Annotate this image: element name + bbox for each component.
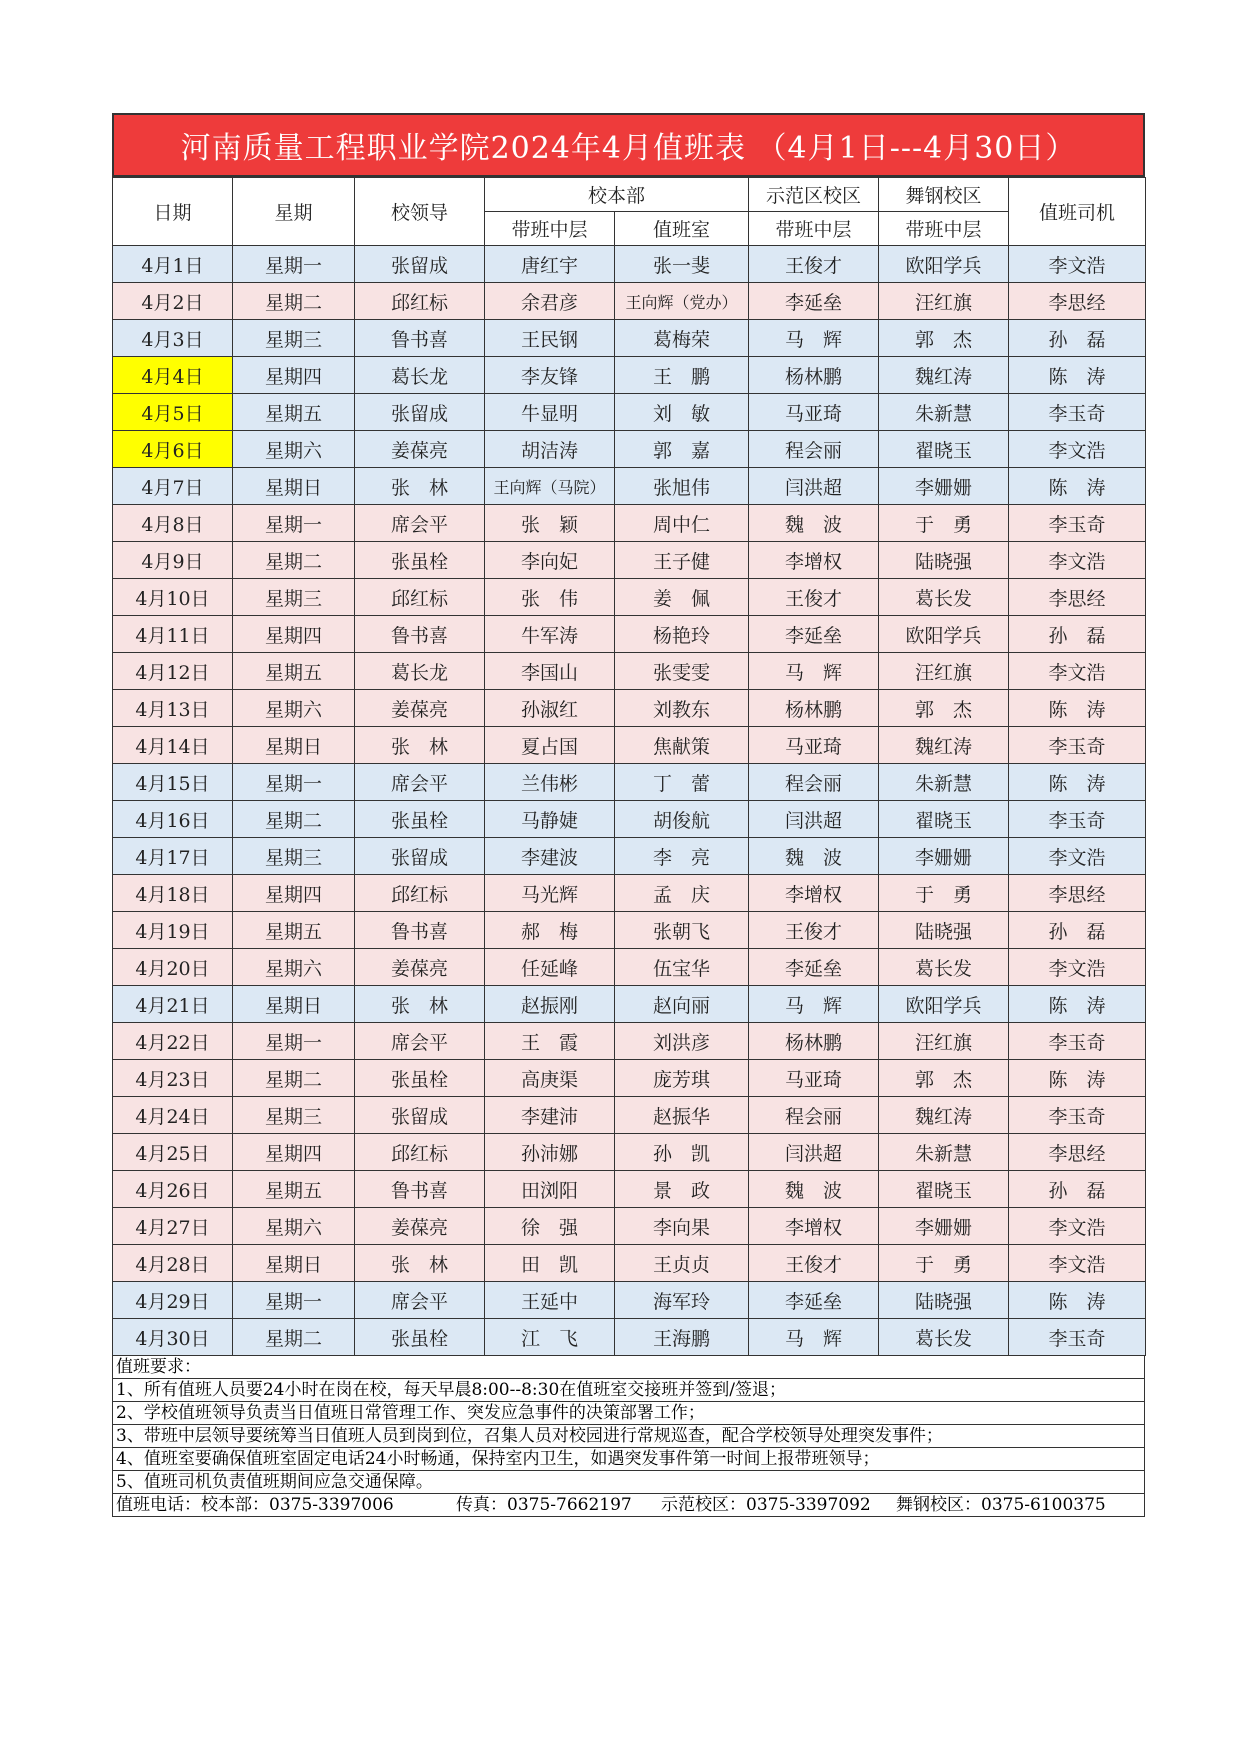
main-mid-cell: 张 颖 [485, 505, 615, 542]
wugang-mid-cell: 葛长发 [879, 949, 1009, 986]
wugang-mid-cell: 翟晓玉 [879, 431, 1009, 468]
wugang-mid-cell: 葛长发 [879, 579, 1009, 616]
table-row [113, 1134, 1146, 1171]
wugang-mid-cell: 魏红涛 [879, 357, 1009, 394]
weekday-cell: 星期一 [233, 1023, 355, 1060]
wugang-mid-cell: 郭 杰 [879, 690, 1009, 727]
weekday-cell: 星期日 [233, 1245, 355, 1282]
wugang-mid-cell: 汪红旗 [879, 1023, 1009, 1060]
table-row [113, 838, 1146, 875]
wugang-mid-cell: 李姗姗 [879, 1208, 1009, 1245]
table-row [113, 1208, 1146, 1245]
table-row [113, 875, 1146, 912]
table-row [113, 986, 1146, 1023]
demo-mid-cell: 马 辉 [749, 653, 879, 690]
table-row [113, 246, 1146, 283]
main-mid-cell: 牛显明 [485, 394, 615, 431]
wugang-mid-cell: 李姗姗 [879, 838, 1009, 875]
leader-cell: 席会平 [355, 505, 485, 542]
driver-cell: 李文浩 [1009, 1245, 1146, 1282]
date-cell: 4月29日 [113, 1282, 233, 1319]
date-cell: 4月10日 [113, 579, 233, 616]
table-row [113, 1023, 1146, 1060]
main-office-cell: 赵振华 [615, 1097, 749, 1134]
weekday-cell: 星期二 [233, 1319, 355, 1356]
weekday-cell: 星期三 [233, 320, 355, 357]
demo-mid-cell: 闫洪超 [749, 468, 879, 505]
driver-cell: 李玉奇 [1009, 727, 1146, 764]
main-mid-cell: 王延中 [485, 1282, 615, 1319]
requirement-item-3: 3、带班中层领导要统筹当日值班人员到岗到位，召集人员对校园进行常规巡查，配合学校领导处理突发事件； [113, 1425, 1144, 1448]
requirement-item-1: 1、所有值班人员要24小时在岗在校，每天早晨8:00--8:30在值班室交接班并签到/签退； [113, 1379, 1144, 1402]
leader-cell: 张留成 [355, 394, 485, 431]
weekday-cell: 星期六 [233, 431, 355, 468]
main-office-cell: 赵向丽 [615, 986, 749, 1023]
date-cell: 4月7日 [113, 468, 233, 505]
driver-cell: 陈 涛 [1009, 986, 1146, 1023]
main-mid-cell: 田浏阳 [485, 1171, 615, 1208]
weekday-cell: 星期四 [233, 1134, 355, 1171]
header-wugang-campus: 舞钢校区 [879, 178, 1009, 212]
main-office-cell: 葛梅荣 [615, 320, 749, 357]
main-office-cell: 焦献策 [615, 727, 749, 764]
wugang-mid-cell: 郭 杰 [879, 320, 1009, 357]
date-cell: 4月17日 [113, 838, 233, 875]
duty-requirements [112, 1356, 1145, 1517]
weekday-cell: 星期四 [233, 875, 355, 912]
weekday-cell: 星期三 [233, 838, 355, 875]
weekday-cell: 星期二 [233, 801, 355, 838]
main-mid-cell: 孙沛娜 [485, 1134, 615, 1171]
main-office-cell: 胡俊航 [615, 801, 749, 838]
table-row [113, 320, 1146, 357]
demo-mid-cell: 李延垒 [749, 283, 879, 320]
demo-mid-cell: 王俊才 [749, 579, 879, 616]
leader-cell: 鲁书喜 [355, 1171, 485, 1208]
requirement-item-4: 4、值班室要确保值班室固定电话24小时畅通，保持室内卫生，如遇突发事件第一时间上报带班领导； [113, 1448, 1144, 1471]
main-office-cell: 伍宝华 [615, 949, 749, 986]
header-demo-mid: 带班中层 [749, 212, 879, 246]
main-mid-cell: 徐 强 [485, 1208, 615, 1245]
leader-cell: 席会平 [355, 764, 485, 801]
leader-cell: 鲁书喜 [355, 912, 485, 949]
main-office-cell: 刘 敏 [615, 394, 749, 431]
phone-wugang-campus: 舞钢校区：0375-6100375 [896, 1495, 1106, 1515]
table-row [113, 1060, 1146, 1097]
demo-mid-cell: 魏 波 [749, 505, 879, 542]
date-cell: 4月18日 [113, 875, 233, 912]
main-mid-cell: 李友锋 [485, 357, 615, 394]
driver-cell: 李文浩 [1009, 1208, 1146, 1245]
phone-demo-campus: 示范校区：0375-3397092 [661, 1495, 871, 1515]
wugang-mid-cell: 魏红涛 [879, 727, 1009, 764]
main-mid-cell: 王向辉（马院） [485, 468, 615, 505]
wugang-mid-cell: 朱新慧 [879, 1134, 1009, 1171]
leader-cell: 张留成 [355, 1097, 485, 1134]
demo-mid-cell: 杨林鹏 [749, 690, 879, 727]
header-demo-campus: 示范区校区 [749, 178, 879, 212]
driver-cell: 李玉奇 [1009, 1319, 1146, 1356]
main-mid-cell: 江 飞 [485, 1319, 615, 1356]
date-cell: 4月3日 [113, 320, 233, 357]
main-mid-cell: 任延峰 [485, 949, 615, 986]
demo-mid-cell: 李延垒 [749, 1282, 879, 1319]
table-row [113, 616, 1146, 653]
demo-mid-cell: 程会丽 [749, 1097, 879, 1134]
table-row [113, 283, 1146, 320]
main-mid-cell: 夏占国 [485, 727, 615, 764]
main-mid-cell: 李建沛 [485, 1097, 615, 1134]
wugang-mid-cell: 陆晓强 [879, 1282, 1009, 1319]
weekday-cell: 星期一 [233, 764, 355, 801]
leader-cell: 席会平 [355, 1282, 485, 1319]
main-mid-cell: 胡洁涛 [485, 431, 615, 468]
roster-title: 河南质量工程职业学院2024年4月值班表 （4月1日---4月30日） [112, 113, 1145, 177]
driver-cell: 孙 磊 [1009, 616, 1146, 653]
date-cell: 4月22日 [113, 1023, 233, 1060]
weekday-cell: 星期一 [233, 246, 355, 283]
leader-cell: 张虽栓 [355, 1060, 485, 1097]
driver-cell: 李玉奇 [1009, 1023, 1146, 1060]
driver-cell: 李思经 [1009, 283, 1146, 320]
main-office-cell: 刘洪彦 [615, 1023, 749, 1060]
leader-cell: 席会平 [355, 1023, 485, 1060]
date-cell: 4月12日 [113, 653, 233, 690]
main-mid-cell: 高庚渠 [485, 1060, 615, 1097]
leader-cell: 张虽栓 [355, 801, 485, 838]
main-office-cell: 王 鹏 [615, 357, 749, 394]
main-mid-cell: 牛军涛 [485, 616, 615, 653]
table-row [113, 357, 1146, 394]
phone-main-campus: 值班电话：校本部：0375-3397006 [116, 1495, 394, 1515]
main-office-cell: 王子健 [615, 542, 749, 579]
demo-mid-cell: 李增权 [749, 1208, 879, 1245]
demo-mid-cell: 魏 波 [749, 1171, 879, 1208]
wugang-mid-cell: 翟晓玉 [879, 1171, 1009, 1208]
table-row [113, 949, 1146, 986]
wugang-mid-cell: 李姗姗 [879, 468, 1009, 505]
table-row [113, 1319, 1146, 1356]
main-office-cell: 姜 佩 [615, 579, 749, 616]
date-cell: 4月30日 [113, 1319, 233, 1356]
driver-cell: 李思经 [1009, 875, 1146, 912]
header-weekday: 星期 [233, 178, 355, 246]
weekday-cell: 星期五 [233, 912, 355, 949]
weekday-cell: 星期六 [233, 690, 355, 727]
demo-mid-cell: 李延垒 [749, 949, 879, 986]
main-mid-cell: 李向妃 [485, 542, 615, 579]
main-office-cell: 景 政 [615, 1171, 749, 1208]
weekday-cell: 星期四 [233, 357, 355, 394]
table-row [113, 1097, 1146, 1134]
date-cell: 4月20日 [113, 949, 233, 986]
demo-mid-cell: 闫洪超 [749, 1134, 879, 1171]
header-main-office: 值班室 [615, 212, 749, 246]
demo-mid-cell: 李延垒 [749, 616, 879, 653]
leader-cell: 邱红标 [355, 875, 485, 912]
table-row [113, 394, 1146, 431]
weekday-cell: 星期五 [233, 653, 355, 690]
table-row [113, 690, 1146, 727]
driver-cell: 孙 磊 [1009, 1171, 1146, 1208]
main-mid-cell: 赵振刚 [485, 986, 615, 1023]
main-mid-cell: 郝 梅 [485, 912, 615, 949]
wugang-mid-cell: 朱新慧 [879, 764, 1009, 801]
demo-mid-cell: 马 辉 [749, 320, 879, 357]
demo-mid-cell: 王俊才 [749, 1245, 879, 1282]
wugang-mid-cell: 汪红旗 [879, 283, 1009, 320]
date-cell: 4月16日 [113, 801, 233, 838]
main-office-cell: 王向辉（党办） [615, 283, 749, 320]
header-leader: 校领导 [355, 178, 485, 246]
weekday-cell: 星期六 [233, 1208, 355, 1245]
wugang-mid-cell: 于 勇 [879, 1245, 1009, 1282]
wugang-mid-cell: 欧阳学兵 [879, 246, 1009, 283]
main-office-cell: 周中仁 [615, 505, 749, 542]
weekday-cell: 星期日 [233, 727, 355, 764]
leader-cell: 张虽栓 [355, 542, 485, 579]
leader-cell: 张 林 [355, 468, 485, 505]
table-row [113, 764, 1146, 801]
weekday-cell: 星期日 [233, 468, 355, 505]
demo-mid-cell: 李增权 [749, 542, 879, 579]
date-cell: 4月9日 [113, 542, 233, 579]
driver-cell: 李文浩 [1009, 542, 1146, 579]
main-office-cell: 丁 蕾 [615, 764, 749, 801]
leader-cell: 张虽栓 [355, 1319, 485, 1356]
header-main-mid: 带班中层 [485, 212, 615, 246]
demo-mid-cell: 李增权 [749, 875, 879, 912]
wugang-mid-cell: 陆晓强 [879, 912, 1009, 949]
date-cell: 4月4日 [113, 357, 233, 394]
table-row [113, 653, 1146, 690]
main-mid-cell: 王 霞 [485, 1023, 615, 1060]
requirement-item-5: 5、值班司机负责值班期间应急交通保障。 [113, 1471, 1144, 1494]
leader-cell: 张 林 [355, 727, 485, 764]
date-cell: 4月26日 [113, 1171, 233, 1208]
phone-fax: 传真：0375-7662197 [456, 1495, 632, 1515]
driver-cell: 李文浩 [1009, 431, 1146, 468]
leader-cell: 邱红标 [355, 1134, 485, 1171]
date-cell: 4月15日 [113, 764, 233, 801]
driver-cell: 李文浩 [1009, 246, 1146, 283]
date-cell: 4月13日 [113, 690, 233, 727]
header-main-campus: 校本部 [485, 178, 749, 212]
main-office-cell: 孟 庆 [615, 875, 749, 912]
leader-cell: 姜葆亮 [355, 431, 485, 468]
wugang-mid-cell: 欧阳学兵 [879, 616, 1009, 653]
demo-mid-cell: 王俊才 [749, 246, 879, 283]
demo-mid-cell: 马亚琦 [749, 394, 879, 431]
demo-mid-cell: 马 辉 [749, 986, 879, 1023]
main-office-cell: 庞芳琪 [615, 1060, 749, 1097]
date-cell: 4月5日 [113, 394, 233, 431]
demo-mid-cell: 马亚琦 [749, 1060, 879, 1097]
table-row [113, 1245, 1146, 1282]
driver-cell: 李玉奇 [1009, 394, 1146, 431]
date-cell: 4月1日 [113, 246, 233, 283]
table-row [113, 579, 1146, 616]
leader-cell: 葛长龙 [355, 357, 485, 394]
demo-mid-cell: 魏 波 [749, 838, 879, 875]
driver-cell: 李玉奇 [1009, 801, 1146, 838]
driver-cell: 陈 涛 [1009, 357, 1146, 394]
demo-mid-cell: 王俊才 [749, 912, 879, 949]
wugang-mid-cell: 欧阳学兵 [879, 986, 1009, 1023]
main-mid-cell: 孙淑红 [485, 690, 615, 727]
driver-cell: 陈 涛 [1009, 690, 1146, 727]
main-office-cell: 孙 凯 [615, 1134, 749, 1171]
leader-cell: 邱红标 [355, 283, 485, 320]
demo-mid-cell: 程会丽 [749, 764, 879, 801]
main-mid-cell: 马静婕 [485, 801, 615, 838]
driver-cell: 李文浩 [1009, 949, 1146, 986]
weekday-cell: 星期二 [233, 1060, 355, 1097]
table-row [113, 727, 1146, 764]
demo-mid-cell: 杨林鹏 [749, 1023, 879, 1060]
main-mid-cell: 田 凯 [485, 1245, 615, 1282]
date-cell: 4月14日 [113, 727, 233, 764]
weekday-cell: 星期一 [233, 1282, 355, 1319]
duty-roster-sheet [112, 113, 1145, 1517]
date-cell: 4月28日 [113, 1245, 233, 1282]
weekday-cell: 星期五 [233, 394, 355, 431]
driver-cell: 李玉奇 [1009, 1097, 1146, 1134]
main-office-cell: 李 亮 [615, 838, 749, 875]
leader-cell: 鲁书喜 [355, 320, 485, 357]
main-office-cell: 张朝飞 [615, 912, 749, 949]
main-office-cell: 郭 嘉 [615, 431, 749, 468]
wugang-mid-cell: 于 勇 [879, 875, 1009, 912]
main-office-cell: 李向果 [615, 1208, 749, 1245]
date-cell: 4月21日 [113, 986, 233, 1023]
table-row [113, 468, 1146, 505]
requirement-item-2: 2、学校值班领导负责当日值班日常管理工作、突发应急事件的决策部署工作； [113, 1402, 1144, 1425]
main-mid-cell: 唐红宇 [485, 246, 615, 283]
table-row [113, 505, 1146, 542]
main-mid-cell: 张 伟 [485, 579, 615, 616]
date-cell: 4月25日 [113, 1134, 233, 1171]
driver-cell: 陈 涛 [1009, 1282, 1146, 1319]
main-office-cell: 张一斐 [615, 246, 749, 283]
demo-mid-cell: 程会丽 [749, 431, 879, 468]
date-cell: 4月24日 [113, 1097, 233, 1134]
weekday-cell: 星期日 [233, 986, 355, 1023]
date-cell: 4月19日 [113, 912, 233, 949]
weekday-cell: 星期二 [233, 283, 355, 320]
driver-cell: 李文浩 [1009, 838, 1146, 875]
leader-cell: 邱红标 [355, 579, 485, 616]
header-date: 日期 [113, 178, 233, 246]
driver-cell: 李思经 [1009, 1134, 1146, 1171]
table-row [113, 431, 1146, 468]
table-row [113, 542, 1146, 579]
main-mid-cell: 马光辉 [485, 875, 615, 912]
date-cell: 4月23日 [113, 1060, 233, 1097]
driver-cell: 李文浩 [1009, 653, 1146, 690]
duty-phone-line [113, 1494, 1144, 1516]
weekday-cell: 星期六 [233, 949, 355, 986]
demo-mid-cell: 杨林鹏 [749, 357, 879, 394]
date-cell: 4月11日 [113, 616, 233, 653]
date-cell: 4月27日 [113, 1208, 233, 1245]
wugang-mid-cell: 于 勇 [879, 505, 1009, 542]
header-driver: 值班司机 [1009, 178, 1146, 246]
driver-cell: 陈 涛 [1009, 764, 1146, 801]
table-row [113, 801, 1146, 838]
date-cell: 4月6日 [113, 431, 233, 468]
date-cell: 4月2日 [113, 283, 233, 320]
weekday-cell: 星期一 [233, 505, 355, 542]
main-office-cell: 王海鹏 [615, 1319, 749, 1356]
driver-cell: 陈 涛 [1009, 1060, 1146, 1097]
demo-mid-cell: 马 辉 [749, 1319, 879, 1356]
demo-mid-cell: 马亚琦 [749, 727, 879, 764]
driver-cell: 李玉奇 [1009, 505, 1146, 542]
driver-cell: 陈 涛 [1009, 468, 1146, 505]
main-mid-cell: 余君彦 [485, 283, 615, 320]
wugang-mid-cell: 汪红旗 [879, 653, 1009, 690]
header-wugang-mid: 带班中层 [879, 212, 1009, 246]
table-row [113, 1282, 1146, 1319]
leader-cell: 鲁书喜 [355, 616, 485, 653]
wugang-mid-cell: 陆晓强 [879, 542, 1009, 579]
leader-cell: 姜葆亮 [355, 1208, 485, 1245]
table-row [113, 912, 1146, 949]
table-row [113, 1171, 1146, 1208]
driver-cell: 孙 磊 [1009, 320, 1146, 357]
leader-cell: 张留成 [355, 838, 485, 875]
main-office-cell: 王贞贞 [615, 1245, 749, 1282]
driver-cell: 孙 磊 [1009, 912, 1146, 949]
demo-mid-cell: 闫洪超 [749, 801, 879, 838]
wugang-mid-cell: 郭 杰 [879, 1060, 1009, 1097]
date-cell: 4月8日 [113, 505, 233, 542]
main-mid-cell: 兰伟彬 [485, 764, 615, 801]
weekday-cell: 星期五 [233, 1171, 355, 1208]
leader-cell: 姜葆亮 [355, 949, 485, 986]
main-mid-cell: 王民钢 [485, 320, 615, 357]
weekday-cell: 星期四 [233, 616, 355, 653]
main-mid-cell: 李国山 [485, 653, 615, 690]
wugang-mid-cell: 魏红涛 [879, 1097, 1009, 1134]
roster-table [112, 177, 1146, 1356]
wugang-mid-cell: 朱新慧 [879, 394, 1009, 431]
main-mid-cell: 李建波 [485, 838, 615, 875]
main-office-cell: 海军玲 [615, 1282, 749, 1319]
main-office-cell: 张旭伟 [615, 468, 749, 505]
main-office-cell: 张雯雯 [615, 653, 749, 690]
driver-cell: 李思经 [1009, 579, 1146, 616]
leader-cell: 张 林 [355, 1245, 485, 1282]
weekday-cell: 星期三 [233, 579, 355, 616]
main-office-cell: 杨艳玲 [615, 616, 749, 653]
wugang-mid-cell: 葛长发 [879, 1319, 1009, 1356]
leader-cell: 葛长龙 [355, 653, 485, 690]
requirements-heading: 值班要求： [113, 1356, 1144, 1379]
weekday-cell: 星期三 [233, 1097, 355, 1134]
leader-cell: 姜葆亮 [355, 690, 485, 727]
weekday-cell: 星期二 [233, 542, 355, 579]
wugang-mid-cell: 翟晓玉 [879, 801, 1009, 838]
main-office-cell: 刘教东 [615, 690, 749, 727]
leader-cell: 张 林 [355, 986, 485, 1023]
leader-cell: 张留成 [355, 246, 485, 283]
